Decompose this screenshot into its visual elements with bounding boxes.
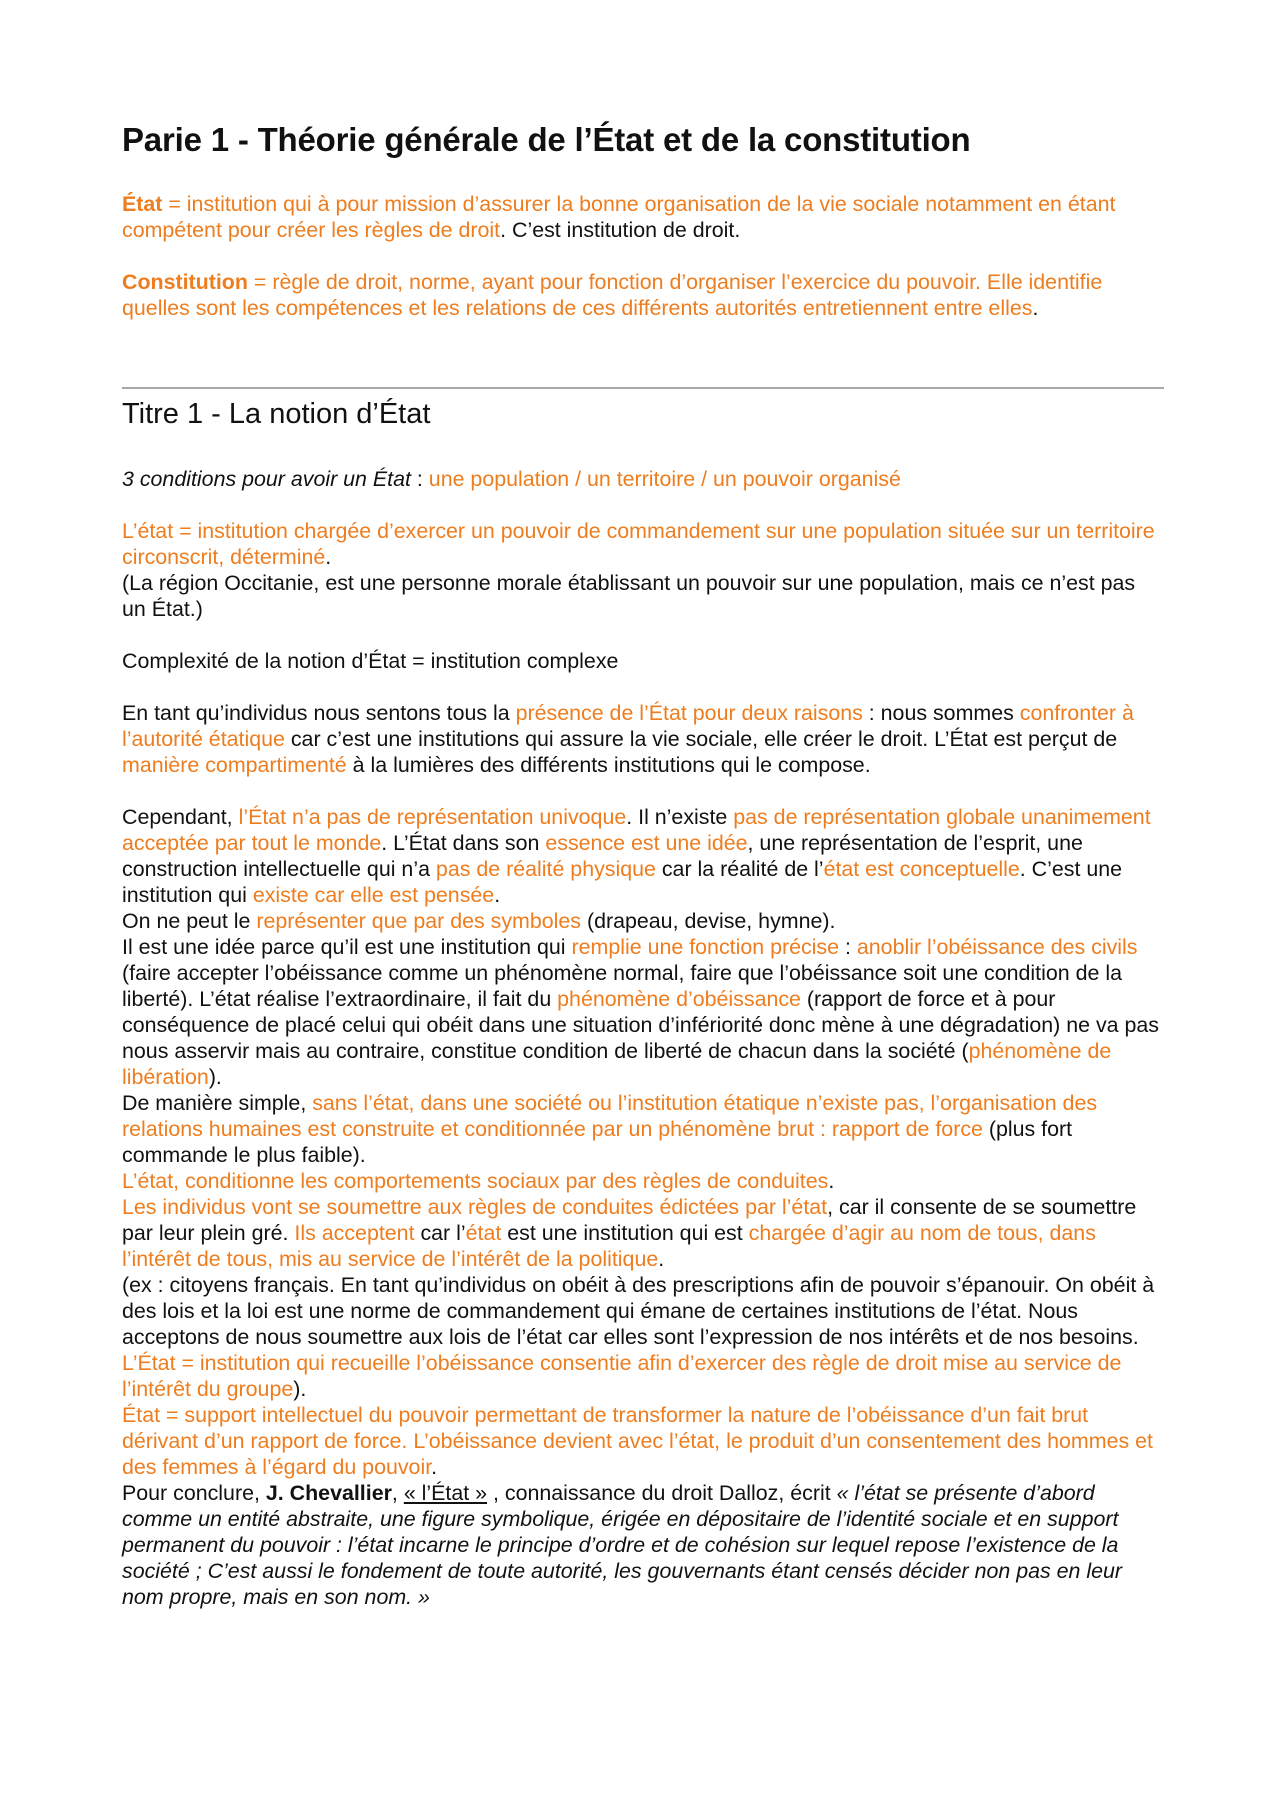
occitanie-note: (La région Occitanie, est une personne morale établissant un pouvoir sur une population, mais ce n’est pas un État.) <box>122 571 1136 621</box>
highlight-run: pas de représentation globale unanimement acceptée par tout le monde <box>122 805 1151 855</box>
text-run: (faire accepter l’obéissance comme un phénomène normal, faire que l’obéissance soit une condition de la liberté). L’état réalise l’extraordinaire, il fait du <box>122 961 1123 1011</box>
highlight-run: remplie une fonction précise <box>571 935 840 959</box>
text-run: Il est une idée parce qu’il est une institution qui <box>122 935 572 959</box>
text-run: Pour conclure, <box>122 1481 266 1505</box>
text-run: (ex : citoyens français. En tant qu’individus on obéit à des prescriptions afin de pouvoir s’épanouir. On obéit à des lois et la loi est une norme de commandement qui émane de certaines institutions de l’état. Nous acceptons de nous soumettre aux lois de l’état car elles sont l’expression de nos intérêts et de nos besoins. <box>122 1273 1155 1349</box>
term-etat: État <box>122 192 163 216</box>
definition-constitution-text: = règle de droit, norme, ayant pour fonction d’organiser l’exercice du pouvoir. Elle identifie quelles sont les compétences et les relations de ces différents autorités entretiennent entre elles <box>122 270 1103 320</box>
section-title: Titre 1 - La notion d’État <box>122 398 431 430</box>
section-divider <box>122 387 1164 389</box>
highlight-run: Les individus vont se soumettre aux règles de conduites édictées par l’état <box>122 1195 828 1219</box>
definition-constitution <box>122 269 1162 321</box>
highlight-run: l’État n’a pas de représentation univoque <box>238 805 627 829</box>
text-run: : nous sommes <box>862 701 1020 725</box>
text-run: . <box>494 883 501 907</box>
highlight-run: présence de l’État pour deux raisons <box>515 701 863 725</box>
highlight-run: manière compartimenté <box>122 753 347 777</box>
definition-etat-text: = institution qui à pour mission d’assurer la bonne organisation de la vie sociale notamment en étant compétent pour créer les règles de droit <box>122 192 1116 242</box>
highlight-run: L’État = institution qui recueille l’obéissance consentie afin d’exercer des règle de droit mise au service de l’intérêt du groupe <box>122 1351 1122 1401</box>
conditions-line <box>122 466 1162 492</box>
text-run: est une institution qui est <box>501 1221 749 1245</box>
complexity-line: Complexité de la notion d’État = institution complexe <box>122 649 619 673</box>
etat-definition-text: L’état = institution chargée d’exercer un pouvoir de commandement sur une population située sur un territoire circonscrit, déterminé <box>122 519 1155 569</box>
highlight-run: sans l’état, dans une société ou l’institution étatique n’existe pas, l’organisation des relations humaines est construite et conditionnée par un phénomène brut : rapport de force <box>122 1091 1098 1141</box>
document-content <box>122 118 1162 1610</box>
quotation: « l’état se présente d’abord comme un entité abstraite, une figure symbolique, érigée en dépositaire de l’identité sociale et en support permanent du pouvoir : l’état incarne le principe d’ordre et de cohésion sur lequel repose l’existence de la société ; C’est aussi le fondement de toute autorité, les gouvernants étant censés décider non pas en leur nom propre, mais en son nom. » <box>122 1481 1123 1609</box>
text-run: Cependant, <box>122 805 239 829</box>
highlight-run: L’état, conditionne les comportements sociaux par des règles de conduites <box>122 1169 829 1193</box>
text-run: : <box>839 935 857 959</box>
term-constitution: Constitution <box>122 270 248 294</box>
highlight-run: anoblir l’obéissance des civils <box>856 935 1138 959</box>
author-name: J. Chevallier <box>265 1481 392 1505</box>
text-run: (drapeau, devise, hymne). <box>581 909 836 933</box>
individuals-paragraph <box>122 700 1162 778</box>
highlight-run: essence est une idée <box>545 831 748 855</box>
highlight-run: Ils acceptent <box>294 1221 415 1245</box>
text-run: car l’ <box>414 1221 466 1245</box>
text-run: De manière simple, <box>122 1091 313 1115</box>
text-run: ). <box>208 1065 222 1089</box>
etat-definition-tail: . <box>325 545 332 569</box>
text-run: . L’État dans son <box>381 831 546 855</box>
etat-definition-paragraph <box>122 518 1162 622</box>
definition-etat-tail: . C’est institution de droit. <box>500 218 741 242</box>
text-run: car la réalité de l’ <box>655 857 824 881</box>
text-run: . <box>431 1455 438 1479</box>
text-run: (rapport de force et à pour conséquence de placé celui qui obéit dans une situation d’infériorité donc mène à une dégradation) ne va pas nous asservir mais au contraire, constitue condition de liberté de chacun dans la société ( <box>122 987 1159 1063</box>
highlight-run: phénomène d’obéissance <box>557 987 801 1011</box>
text-run: ). <box>293 1377 307 1401</box>
highlight-run: phénomène de libération <box>122 1039 1112 1089</box>
main-paragraph <box>122 804 1162 1610</box>
text-run: , <box>391 1481 404 1505</box>
text-run: à la lumières des différents institutions qui le compose. <box>346 753 871 777</box>
conditions-separator: : <box>410 467 429 491</box>
highlight-run: État = support intellectuel du pouvoir permettant de transformer la nature de l’obéissance d’un fait brut dérivant d’un rapport de force. L’obéissance devient avec l’état, le produit d’un consentement des hommes et des femmes à l’égard du pouvoir <box>122 1403 1153 1479</box>
highlight-run: état <box>465 1221 502 1245</box>
text-run: , connaissance du droit Dalloz, écrit <box>487 1481 837 1505</box>
highlight-run: représenter que par des symboles <box>256 909 581 933</box>
text-run: , car il consente de se soumettre par leur plein gré. <box>122 1195 1137 1245</box>
highlight-run: état est conceptuelle <box>823 857 1020 881</box>
text-run: . <box>658 1247 665 1271</box>
definition-etat <box>122 191 1162 243</box>
highlight-run: chargée d’agir au nom de tous, dans l’intérêt de tous, mis au service de l’intérêt de la politique <box>122 1221 1096 1271</box>
definition-constitution-tail: . <box>1032 296 1039 320</box>
text-run: . <box>828 1169 835 1193</box>
highlight-run: existe car elle est pensée <box>252 883 495 907</box>
text-run: , une représentation de l’esprit, une construction intellectuelle qui n’a <box>122 831 1083 881</box>
text-run: On ne peut le <box>122 909 257 933</box>
conditions-label: 3 conditions pour avoir un État <box>122 467 411 491</box>
text-run: En tant qu’individus nous sentons tous la <box>122 701 516 725</box>
text-run: (plus fort commande le plus faible). <box>122 1117 1073 1167</box>
highlight-run: confronter à l’autorité étatique <box>122 701 1134 751</box>
text-run: car c’est une institutions qui assure la vie sociale, elle créer le droit. L’État est perçut de <box>284 727 1118 751</box>
book-title: « l’État » <box>403 1481 488 1505</box>
page-title: Parie 1 - Théorie générale de l’État et de la constitution <box>122 121 971 158</box>
text-run: . C’est une institution qui <box>122 857 1123 907</box>
text-run: . Il n’existe <box>626 805 734 829</box>
conditions-list: une population / un territoire / un pouvoir organisé <box>428 467 901 491</box>
highlight-run: pas de réalité physique <box>435 857 656 881</box>
